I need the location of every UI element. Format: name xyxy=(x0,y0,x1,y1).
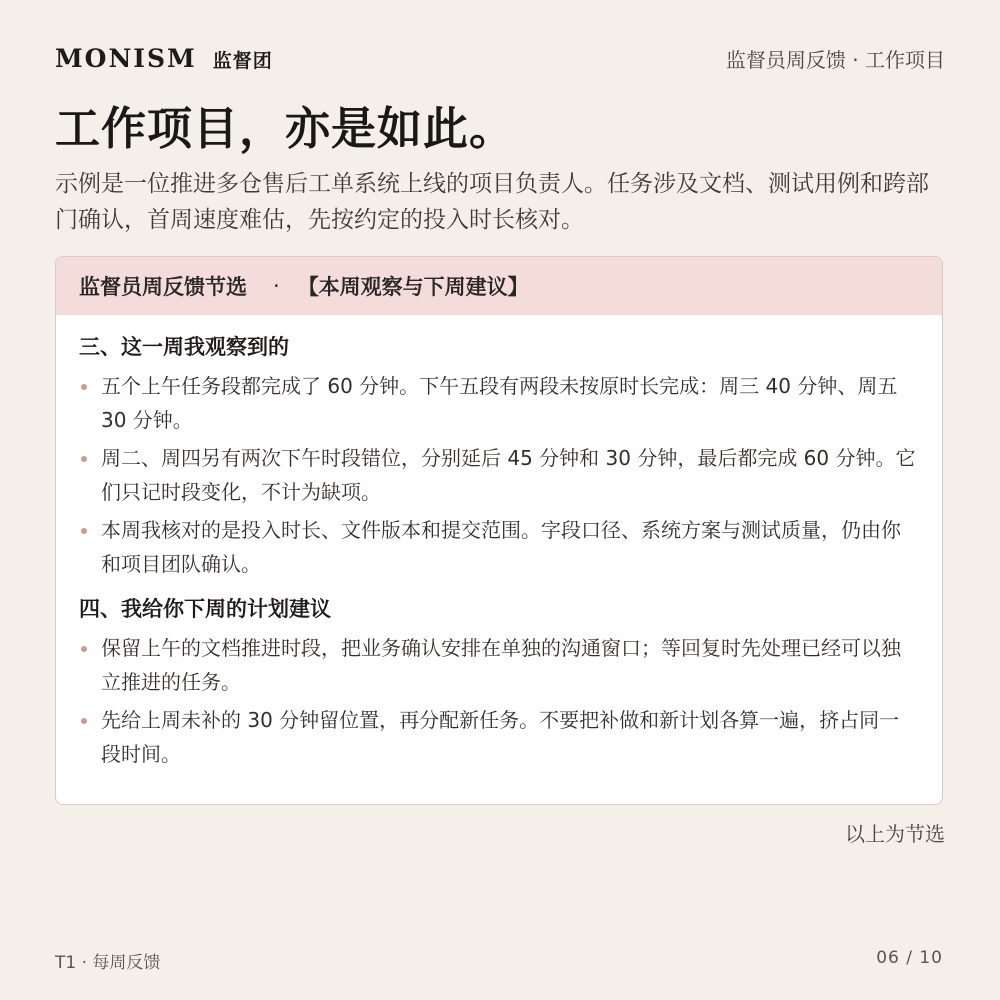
bullet-icon xyxy=(81,384,87,390)
card-body xyxy=(56,315,942,771)
list-item xyxy=(79,513,918,581)
list-item-text: 本周我核对的是投入时长、文件版本和提交范围。字段口径、系统方案与测试质量，仍由你和项目团队确认。 xyxy=(101,518,901,576)
list-item xyxy=(79,631,918,699)
brand-logo-text: MONISM xyxy=(55,43,197,73)
card-separator: · xyxy=(273,274,280,298)
bullet-icon xyxy=(81,528,87,534)
page-title: 工作项目，亦是如此。 xyxy=(55,102,516,155)
section-title-suggestions: 四、我给你下周的计划建议 xyxy=(79,597,331,621)
card-header xyxy=(56,257,942,315)
bullet-icon xyxy=(81,456,87,462)
section-title-observations: 三、这一周我观察到的 xyxy=(79,335,289,359)
list-item-text: 先给上周未补的 30 分钟留位置，再分配新任务。不要把补做和新计划各算一遍，挤占同一段时间。 xyxy=(101,708,900,766)
list-item xyxy=(79,703,918,771)
list-item xyxy=(79,369,918,437)
suggestions-list xyxy=(79,631,918,771)
top-bar xyxy=(55,38,945,78)
page-indicator: 06 / 10 xyxy=(876,948,943,968)
bullet-icon xyxy=(81,646,87,652)
feedback-card xyxy=(55,256,943,805)
list-item-text: 周二、周四另有两次下午时段错位，分别延后 45 分钟和 30 分钟，最后都完成 60 分钟。它们只记时段变化，不计为缺项。 xyxy=(101,446,916,504)
brand xyxy=(55,44,273,73)
card-label: 监督员周反馈节选 xyxy=(79,275,247,299)
list-item-text: 保留上午的文档推进时段，把业务确认安排在单独的沟通窗口；等回复时先处理已经可以独立推进的任务。 xyxy=(101,636,901,694)
list-item xyxy=(79,441,918,509)
intro-paragraph: 示例是一位推进多仓售后工单系统上线的项目负责人。任务涉及文档、测试用例和跨部门确认，首周速度难估，先按约定的投入时长核对。 xyxy=(55,171,929,233)
breadcrumb: 监督员周反馈 · 工作项目 xyxy=(725,47,945,72)
list-item-text: 五个上午任务段都完成了 60 分钟。下午五段有两段未按原时长完成：周三 40 分钟、周五 30 分钟。 xyxy=(101,374,898,432)
footer-label: T1 · 每周反馈 xyxy=(55,953,161,973)
observations-list xyxy=(79,369,918,581)
bullet-icon xyxy=(81,718,87,724)
card-section-label: 【本周观察与下周建议】 xyxy=(297,275,529,299)
brand-subtitle: 监督团 xyxy=(212,49,273,72)
excerpt-note: 以上为节选 xyxy=(845,822,945,846)
